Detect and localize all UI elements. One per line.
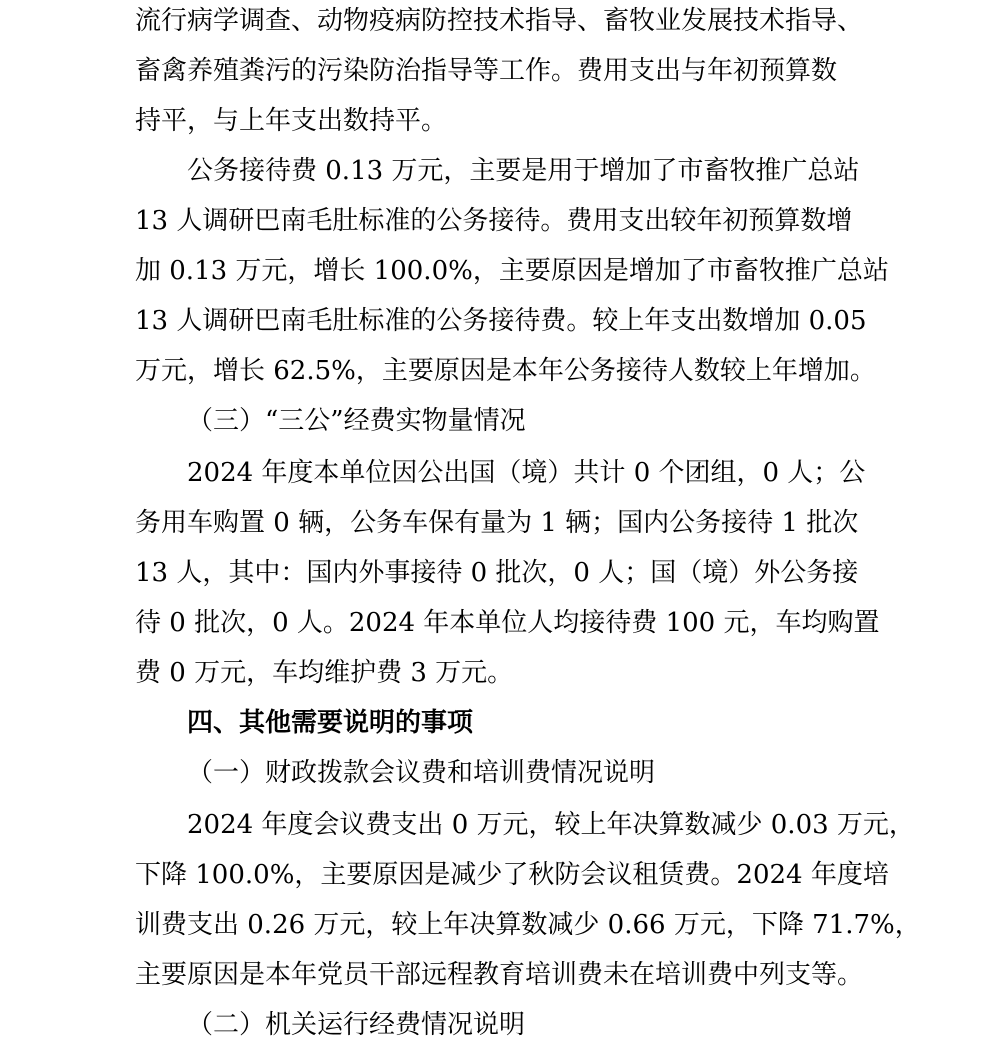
subsection-heading: （三）“三公”经费实物量情况 xyxy=(187,406,526,436)
paragraph-line: 2024 年度本单位因公出国（境）共计 0 个团组，0 人；公 xyxy=(187,458,866,488)
paragraph-line: 13 人调研巴南毛肚标准的公务接待。费用支出较年初预算数增 xyxy=(135,206,853,236)
paragraph-line: 主要原因是本年党员干部远程教育培训费未在培训费中列支等。 xyxy=(135,960,864,990)
paragraph-line: 2024 年度会议费支出 0 万元，较上年决算数减少 0.03 万元， xyxy=(187,810,915,840)
subsection-heading: （一）财政拨款会议费和培训费情况说明 xyxy=(187,758,656,788)
paragraph-line: 畜禽养殖粪污的污染防治指导等工作。费用支出与年初预算数 xyxy=(135,56,838,86)
paragraph-line: 13 人调研巴南毛肚标准的公务接待费。较上年支出数增加 0.05 xyxy=(135,306,867,336)
paragraph-line: 13 人，其中：国内外事接待 0 批次，0 人；国（境）外公务接 xyxy=(135,558,859,588)
subsection-heading: （二）机关运行经费情况说明 xyxy=(187,1010,526,1040)
paragraph-line: 务用车购置 0 辆，公务车保有量为 1 辆；国内公务接待 1 批次 xyxy=(135,508,859,538)
paragraph-line: 持平，与上年支出数持平。 xyxy=(135,106,448,136)
paragraph-line: 训费支出 0.26 万元，较上年决算数减少 0.66 万元，下降 71.7%， xyxy=(135,910,921,940)
paragraph-line: 待 0 批次，0 人。2024 年本单位人均接待费 100 元，车均购置 xyxy=(135,608,880,638)
paragraph-line: 万元，增长 62.5%，主要原因是本年公务接待人数较上年增加。 xyxy=(135,356,876,386)
section-heading: 四、其他需要说明的事项 xyxy=(187,708,474,738)
paragraph-line: 费 0 万元，车均维护费 3 万元。 xyxy=(135,658,514,688)
paragraph-line: 加 0.13 万元，增长 100.0%，主要原因是增加了市畜牧推广总站 xyxy=(135,256,889,286)
paragraph-line: 公务接待费 0.13 万元，主要是用于增加了市畜牧推广总站 xyxy=(187,156,860,186)
paragraph-line: 下降 100.0%，主要原因是减少了秋防会议租赁费。2024 年度培 xyxy=(135,860,889,890)
paragraph-line: 流行病学调查、动物疫病防控技术指导、畜牧业发展技术指导、 xyxy=(135,6,864,36)
